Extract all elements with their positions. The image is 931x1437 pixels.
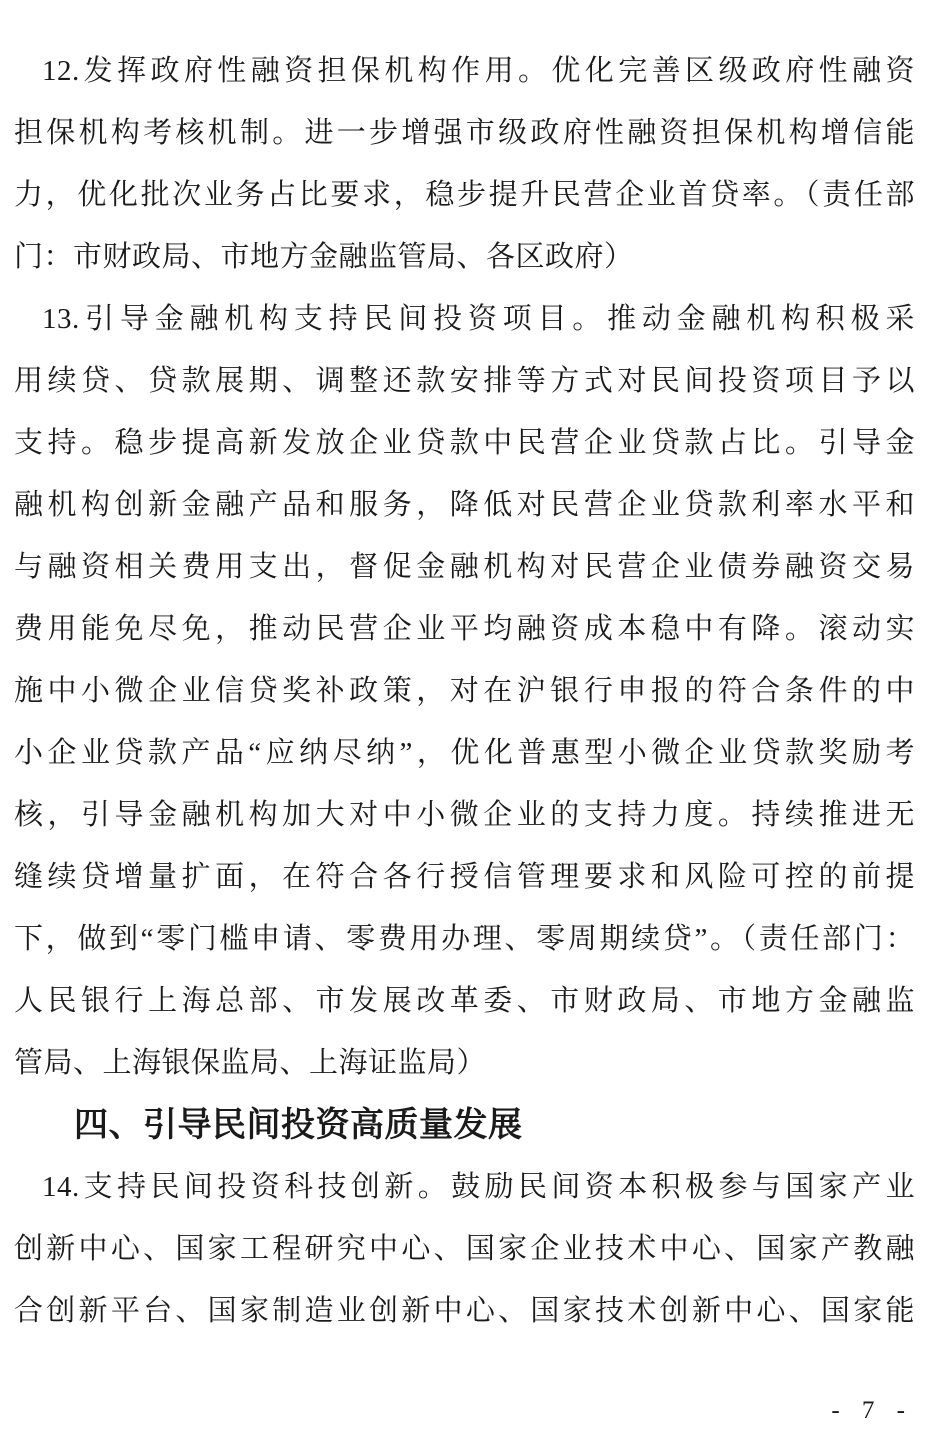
text-line: 13.引导金融机构支持民间投资项目。推动金融机构积极采 <box>42 303 915 335</box>
text-line: 担保机构考核机制。进一步增强市级政府性融资担保机构增信能 <box>14 117 915 149</box>
text-line: 核，引导金融机构加大对中小微企业的支持力度。持续推进无 <box>14 799 915 831</box>
text-line: 合创新平台、国家制造业创新中心、国家技术创新中心、国家能 <box>14 1295 915 1327</box>
text-line: 用续贷、贷款展期、调整还款安排等方式对民间投资项目予以 <box>14 365 915 397</box>
text-line: 融机构创新金融产品和服务，降低对民营企业贷款利率水平和 <box>14 489 915 521</box>
text-line: 门：市财政局、市地方金融监管局、各区政府） <box>14 241 634 273</box>
paragraph <box>14 40 915 288</box>
text-line: 下，做到“零门槛申请、零费用办理、零周期续贷”。（责任部门： <box>14 923 915 955</box>
paragraph <box>14 288 915 1094</box>
document-body <box>14 40 915 1342</box>
text-line: 支持。稳步提高新发放企业贷款中民营企业贷款占比。引导金 <box>14 427 915 459</box>
text-line: 14.支持民间投资科技创新。鼓励民间资本积极参与国家产业 <box>42 1171 915 1203</box>
section-heading <box>14 1094 915 1156</box>
text-line: 施中小微企业信贷奖补政策，对在沪银行申报的符合条件的中 <box>14 675 915 707</box>
text-line: 费用能免尽免，推动民营企业平均融资成本稳中有降。滚动实 <box>14 613 915 645</box>
text-line: 人民银行上海总部、市发展改革委、市财政局、市地方金融监 <box>14 985 915 1017</box>
text-line: 力，优化批次业务占比要求，稳步提升民营企业首贷率。（责任部 <box>14 179 915 211</box>
heading-line: 四、引导民间投资高质量发展 <box>74 1106 523 1144</box>
paragraph <box>14 1156 915 1342</box>
text-line: 小企业贷款产品“应纳尽纳”，优化普惠型小微企业贷款奖励考 <box>14 737 915 769</box>
text-line: 缝续贷增量扩面，在符合各行授信管理要求和风险可控的前提 <box>14 861 915 893</box>
text-line: 与融资相关费用支出，督促金融机构对民营企业债券融资交易 <box>14 551 915 583</box>
page-number: - 7 - <box>831 1397 913 1424</box>
text-line: 创新中心、国家工程研究中心、国家企业技术中心、国家产教融 <box>14 1233 915 1265</box>
text-line: 管局、上海银保监局、上海证监局） <box>14 1047 487 1079</box>
text-line: 12.发挥政府性融资担保机构作用。优化完善区级政府性融资 <box>42 55 915 87</box>
